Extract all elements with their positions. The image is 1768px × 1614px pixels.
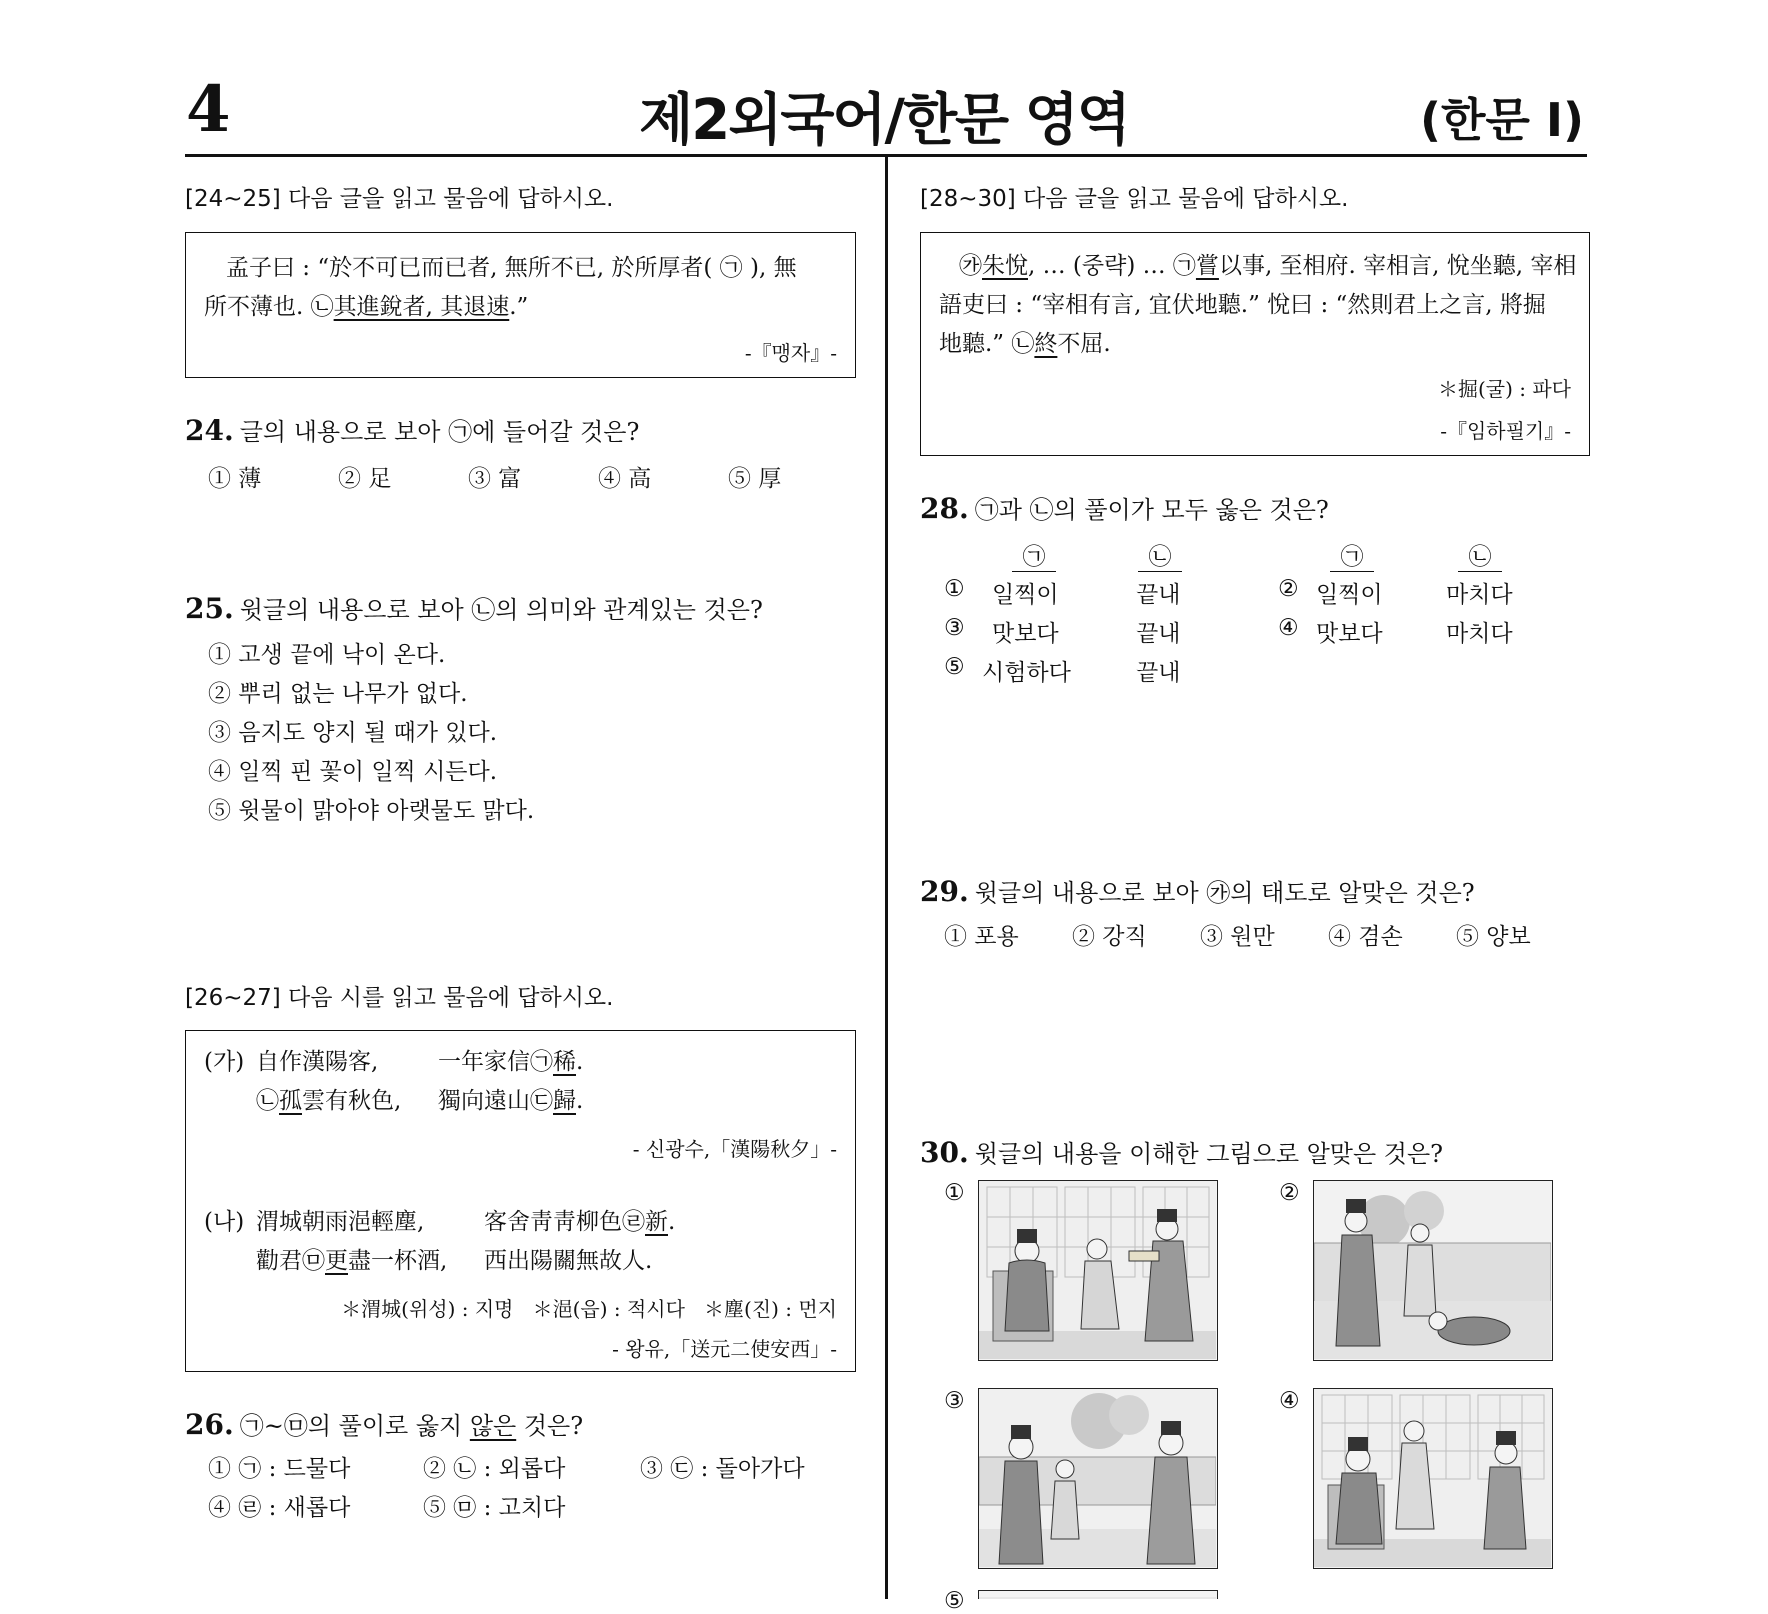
- table-cell: 마치다: [1446, 621, 1513, 647]
- page-title: 제2외국어/한문 영역: [639, 88, 1129, 153]
- poem-label-ga: (가): [204, 1049, 245, 1075]
- question-30: 30. 윗글의 내용을 이해한 그림으로 알맞은 것은?: [920, 1136, 1444, 1169]
- page-number: 4: [186, 72, 231, 147]
- passage-source: -『임하필기』-: [1440, 419, 1571, 443]
- table-header: ㉠: [1330, 538, 1374, 572]
- passage-line: 孟子曰 : “於不可已而已者, 無所不已, 於所厚者( ㉠ ), 無: [226, 255, 797, 281]
- table-cell[interactable]: ②: [1278, 576, 1299, 602]
- table-cell: 맛보다: [1316, 621, 1383, 647]
- table-cell: 끝내: [1136, 660, 1181, 686]
- instruction-26-27: [26~27] 다음 시를 읽고 물음에 답하시오.: [185, 985, 614, 1011]
- passage-line: 語吏曰 : “宰相有言, 宜伏地聽.” 悅曰 : “然則君上之言, 將掘: [939, 292, 1546, 318]
- option-2[interactable]: ② 足: [338, 466, 392, 492]
- poem-line: 自作漢陽客,: [256, 1049, 379, 1075]
- option-1[interactable]: ① 薄: [208, 466, 262, 492]
- option-3[interactable]: ③ 원만: [1200, 924, 1275, 950]
- illustration-3[interactable]: [978, 1388, 1218, 1569]
- passage-box-28-30: [920, 232, 1590, 456]
- scene-outdoor-talk: [979, 1389, 1216, 1567]
- illustration-2[interactable]: [1313, 1180, 1553, 1361]
- table-cell: 끝내: [1136, 582, 1181, 608]
- poem-source-na: - 왕유,「送元二使安西」-: [612, 1337, 837, 1361]
- table-cell: 일찍이: [1316, 582, 1383, 608]
- option-1[interactable]: ① ㉠ : 드물다: [208, 1456, 351, 1482]
- option-3[interactable]: ③ ㉢ : 돌아가다: [640, 1456, 805, 1482]
- illustration-5[interactable]: [978, 1590, 1218, 1599]
- option-4[interactable]: ④: [1279, 1388, 1300, 1414]
- instruction-24-25: [24~25] 다음 글을 읽고 물음에 답하시오.: [185, 186, 614, 212]
- poem-notes: ＊渭城(위성) : 지명 ＊浥(읍) : 적시다 ＊塵(진) : 먼지: [341, 1297, 837, 1321]
- table-cell[interactable]: ⑤: [944, 654, 965, 680]
- option-5[interactable]: ⑤ ㉤ : 고치다: [423, 1495, 566, 1521]
- scene-indoor-seated: [1314, 1389, 1551, 1567]
- table-header: ㉡: [1458, 538, 1502, 572]
- option-2[interactable]: ② 뿌리 없는 나무가 없다.: [208, 681, 468, 707]
- option-1[interactable]: ① 고생 끝에 낙이 온다.: [208, 642, 446, 668]
- option-2[interactable]: ② ㉡ : 외롭다: [423, 1456, 566, 1482]
- instruction-28-30: [28~30] 다음 글을 읽고 물음에 답하시오.: [920, 186, 1349, 212]
- illustration-1[interactable]: [978, 1180, 1218, 1361]
- question-24: 24. 글의 내용으로 보아 ㉠에 들어갈 것은?: [185, 414, 640, 447]
- options-24: [208, 460, 858, 493]
- table-cell[interactable]: ④: [1278, 615, 1299, 641]
- poem-box: [185, 1030, 856, 1372]
- poem-line: 勸君㉤更盡一杯酒,: [256, 1248, 448, 1274]
- illustration-4[interactable]: [1313, 1388, 1553, 1569]
- table-cell[interactable]: ③: [944, 615, 965, 641]
- table-header: ㉠: [1012, 538, 1056, 572]
- options-29: [944, 918, 1584, 951]
- option-5[interactable]: ⑤ 厚: [728, 466, 782, 492]
- option-3[interactable]: ③: [944, 1388, 965, 1414]
- passage-line: 地聽.” ㉡終不屈.: [939, 331, 1111, 357]
- question-29: 29. 윗글의 내용으로 보아 ㉮의 태도로 알맞은 것은?: [920, 875, 1475, 908]
- table-cell: 마치다: [1446, 582, 1513, 608]
- option-2[interactable]: ② 강직: [1072, 924, 1147, 950]
- option-3[interactable]: ③ 음지도 양지 될 때가 있다.: [208, 720, 498, 746]
- scene-indoor-scroll: [979, 1181, 1216, 1359]
- passage-source: -『맹자』-: [744, 341, 837, 365]
- options-25: [208, 636, 534, 831]
- table-cell: 시험하다: [982, 660, 1071, 686]
- table-cell: 맛보다: [992, 621, 1059, 647]
- subject-label: (한문 I): [1420, 93, 1585, 147]
- option-4[interactable]: ④ ㉣ : 새롭다: [208, 1495, 351, 1521]
- option-1[interactable]: ① 포용: [944, 924, 1019, 950]
- poem-label-na: (나): [204, 1209, 245, 1235]
- passage-line: ㉮朱悅, … (중략) … ㉠嘗以事, 至相府. 宰相言, 悅坐聽, 宰相: [959, 253, 1577, 279]
- option-4[interactable]: ④ 일찍 핀 꽃이 일찍 시든다.: [208, 759, 498, 785]
- scene-kneeling: [1314, 1181, 1551, 1359]
- option-3[interactable]: ③ 富: [468, 466, 522, 492]
- question-26: 26. ㉠~㉤의 풀이로 옳지 않은 것은?: [185, 1408, 584, 1441]
- table-cell: 끝내: [1136, 621, 1181, 647]
- option-5[interactable]: ⑤ 윗물이 맑아야 아랫물도 맑다.: [208, 798, 535, 824]
- question-25: 25. 윗글의 내용으로 보아 ㉡의 의미와 관계있는 것은?: [185, 592, 763, 625]
- option-2[interactable]: ②: [1279, 1180, 1300, 1206]
- passage-note: ＊掘(굴) : 파다: [1437, 377, 1571, 401]
- option-4[interactable]: ④ 겸손: [1328, 924, 1403, 950]
- poem-line: 西出陽關無故人.: [484, 1248, 653, 1274]
- option-5[interactable]: ⑤ 양보: [1456, 924, 1531, 950]
- poem-line: 渭城朝雨浥輕塵,: [256, 1209, 425, 1235]
- passage-line: 所不薄也. ㉡其進銳者, 其退速.”: [204, 294, 529, 320]
- question-28: 28. ㉠과 ㉡의 풀이가 모두 옳은 것은?: [920, 492, 1329, 525]
- poem-line: ㉡孤雲有秋色,: [256, 1088, 402, 1114]
- table-cell[interactable]: ①: [944, 576, 965, 602]
- option-1[interactable]: ①: [944, 1180, 965, 1206]
- table-header: ㉡: [1138, 538, 1182, 572]
- column-divider: [885, 157, 888, 1599]
- option-4[interactable]: ④ 高: [598, 466, 652, 492]
- poem-line: 一年家信㉠稀.: [438, 1049, 584, 1075]
- passage-box-24-25: [185, 232, 856, 378]
- poem-line: 客舍靑靑柳色㉣新.: [484, 1209, 676, 1235]
- table-cell: 일찍이: [992, 582, 1059, 608]
- poem-line: 獨向遠山㉢歸.: [438, 1088, 584, 1114]
- option-5[interactable]: ⑤: [944, 1588, 965, 1614]
- poem-source-ga: - 신광수,「漢陽秋夕」-: [632, 1137, 837, 1161]
